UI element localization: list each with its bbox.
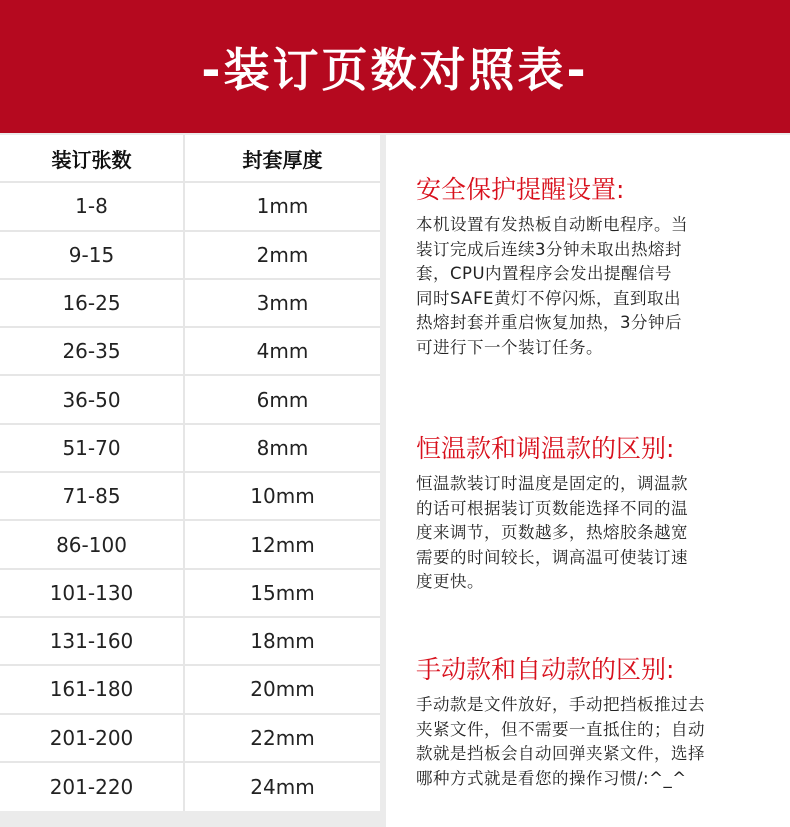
table-header-row: [0, 135, 380, 183]
thickness-cell: 10mm: [250, 484, 315, 509]
thickness-cell: 2mm: [256, 242, 309, 267]
thickness-cell: 6mm: [256, 387, 309, 412]
thickness-cell: 15mm: [250, 580, 315, 605]
thickness-cell: 24mm: [250, 775, 315, 799]
sheets-cell: 71-85: [0, 473, 185, 519]
table-row: [0, 666, 380, 714]
sheets-cell: 9-15: [0, 232, 185, 278]
column-header-thickness: 封套厚度: [242, 147, 323, 172]
column-header-sheets: 装订张数: [0, 135, 185, 181]
table-row: [0, 521, 380, 569]
section-title: 手动款和自动款的区别:: [416, 655, 675, 684]
table-row: [0, 376, 380, 424]
sheets-cell: 36-50: [0, 376, 185, 422]
sheets-cell: 26-35: [0, 328, 185, 374]
table-row: [0, 232, 380, 280]
safety-section: [416, 173, 784, 360]
thickness-cell: 8mm: [256, 435, 309, 460]
thickness-cell: 18mm: [250, 629, 315, 654]
table-row: [0, 715, 380, 763]
table-row: [0, 280, 380, 328]
table-row: [0, 763, 380, 811]
header-banner: [0, 0, 790, 133]
thickness-cell: 22mm: [250, 725, 315, 750]
thickness-cell: 3mm: [256, 291, 309, 316]
sheets-cell: 161-180: [0, 666, 185, 712]
section-body: 恒温款装订时温度是固定的，调温款 的话可根据装订页数能选择不同的温 度来调节，页数越多，热熔胶条越宽 需要的时间较长，调高温可使装订速 度更快。: [416, 474, 688, 591]
sheets-cell: 101-130: [0, 570, 185, 616]
sheets-cell: 51-70: [0, 425, 185, 471]
info-panel: [386, 135, 790, 827]
table-row: [0, 618, 380, 666]
manual-auto-section: [416, 653, 784, 791]
sheets-cell: 86-100: [0, 521, 185, 567]
section-body: 手动款是文件放好，手动把挡板推过去 夹紧文件，但不需要一直抵住的；自动 款就是挡板会自动回弹夹紧文件，选择 哪种方式就是看您的操作习惯/:^_^: [416, 695, 705, 788]
binding-table: [0, 135, 380, 811]
thickness-cell: 12mm: [250, 532, 315, 557]
thickness-cell: 1mm: [256, 194, 309, 219]
table-row: [0, 570, 380, 618]
sheets-cell: 16-25: [0, 280, 185, 326]
thickness-cell: 20mm: [250, 677, 315, 702]
section-title: 恒温款和调温款的区别:: [416, 434, 675, 463]
table-row: [0, 183, 380, 231]
thickness-cell: 4mm: [256, 339, 309, 364]
section-title: 安全保护提醒设置:: [416, 175, 625, 204]
table-row: [0, 425, 380, 473]
sheets-cell: 201-200: [0, 715, 185, 761]
sheets-cell: 131-160: [0, 618, 185, 664]
sheets-cell: 1-8: [0, 183, 185, 229]
table-row: [0, 473, 380, 521]
sheets-cell: 201-220: [0, 763, 185, 811]
temperature-section: [416, 432, 784, 595]
page-title: -装订页数对照表-: [201, 42, 589, 97]
section-body: 本机设置有发热板自动断电程序。当 装订完成后连续3分钟未取出热熔封 套，CPU内置程序会发出提醒信号 同时SAFE黄灯不停闪烁，直到取出 热熔封套并重启恢复加热，3分钟后 可进行下一个装订任务。: [416, 215, 688, 357]
table-row: [0, 328, 380, 376]
